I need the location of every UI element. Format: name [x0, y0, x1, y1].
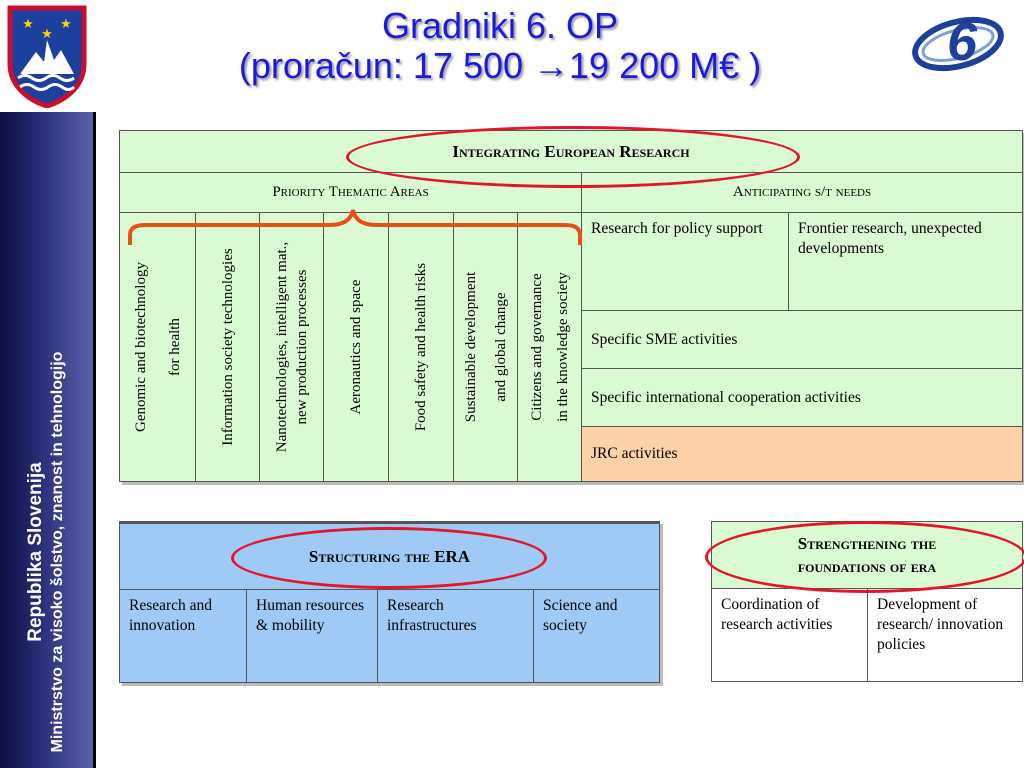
area-ist-line1: Information society technologies	[219, 248, 236, 446]
area-nano	[260, 213, 324, 482]
sidebar	[0, 112, 96, 768]
area-food-line1: Food safety and health risks	[413, 262, 429, 432]
area-ist	[196, 213, 260, 482]
structuring-item-human-resources: Human resources & mobility	[247, 590, 378, 683]
slide-title	[100, 6, 900, 86]
area-aeronautics-line1: Aeronautics and space	[348, 279, 364, 415]
fp6-logo-icon	[910, 6, 1010, 76]
sidebar-country: Republika Slovenija	[25, 462, 46, 642]
strengthening-item-policies: Development of research/ innovation policies	[868, 589, 1023, 682]
strengthening-title-line1: Strengthening the	[797, 534, 937, 553]
jrc-activities-cell: JRC activities	[582, 427, 1023, 482]
sme-activities-cell: Specific SME activities	[582, 311, 1023, 369]
integrating-title: Integrating European Research	[120, 131, 1023, 173]
area-genomic-line2: for health	[166, 318, 183, 376]
slovenia-coat-of-arms-icon	[6, 4, 88, 108]
strengthening-title-line2: foundations of era	[797, 557, 937, 576]
structuring-item-science-society: Science and society	[534, 590, 660, 683]
svg-text:6: 6	[946, 12, 978, 72]
brace-icon	[125, 205, 585, 247]
area-citizens	[518, 213, 582, 482]
area-sustainable-line1: Sustainable development	[462, 271, 479, 423]
structuring-item-research-innovation: Research and innovation	[120, 590, 247, 683]
strengthening-item-coordination: Coordination of research activities	[712, 589, 868, 682]
highlight-ellipse-strengthening	[705, 521, 1024, 593]
structuring-item-infrastructures: Research infrastructures	[378, 590, 534, 683]
slide-title-line2: (proračun: 17 500 →19 200 M€ )	[238, 45, 762, 86]
area-sustainable	[454, 213, 518, 482]
area-aeronautics	[324, 213, 389, 482]
sidebar-caption	[24, 352, 68, 753]
area-genomic	[120, 213, 196, 482]
svg-text:★: ★	[22, 16, 34, 31]
svg-text:★: ★	[41, 26, 53, 41]
area-citizens-line1: Citizens and governance	[528, 273, 545, 421]
svg-text:★: ★	[60, 16, 72, 31]
area-nano-line2: new production processes	[293, 269, 310, 425]
slide-title-line1: Gradniki 6. OP	[381, 5, 619, 46]
area-nano-line1: Nanotechnologies, intelligent mat.,	[273, 241, 290, 453]
frontier-research-cell: Frontier research, unexpected developments	[789, 213, 1023, 311]
highlight-ellipse-structuring	[231, 527, 547, 589]
priority-header: Priority Thematic Areas	[120, 173, 582, 213]
area-food	[389, 213, 454, 482]
structuring-title: Structuring the ERA	[120, 523, 660, 590]
sidebar-ministry: Ministrstvo za visoko šolstvo, znanost in tehnologijo	[49, 351, 66, 753]
area-sustainable-line2: and global change	[492, 292, 509, 402]
area-citizens-line2: in the knowledge society	[554, 272, 571, 422]
policy-support-cell: Research for policy support	[582, 213, 789, 311]
international-cooperation-cell: Specific international cooperation activities	[582, 369, 1023, 427]
anticipating-header: Anticipating s/t needs	[582, 173, 1023, 213]
area-genomic-line1: Genomic and biotechnology	[132, 262, 149, 432]
highlight-ellipse-integrating	[346, 126, 800, 188]
